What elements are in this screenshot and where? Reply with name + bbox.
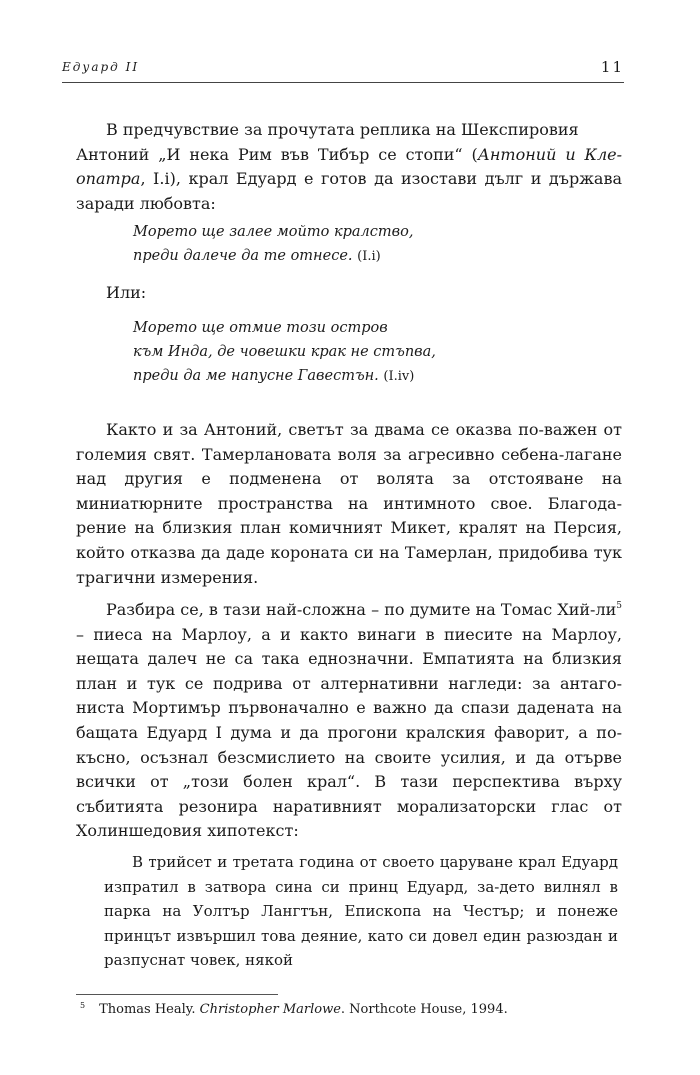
paragraph-1-text-c: заради любовта: (76, 193, 216, 213)
paragraph-3-body (76, 598, 622, 844)
paragraph-1-line-1: В предчувствие за прочутата реплика на Шекспировия (106, 120, 579, 139)
verse-2-line-2: към Инда, де човешки крак не стъпва, (133, 344, 436, 360)
page-header (62, 58, 624, 84)
footnote-number: 5 (80, 1001, 86, 1010)
paragraph-3-text-b: – пиеса на Марлоу, а и както винаги в пиесите на Марлоу, нещата далеч не са така еднозначни. Емпатията на близкия план и тук се подрива от алтернативни нагледи: за антаго-ниста Мортимър първоначално е важно да спази дадената на бащата Едуард I дума и да прогони кралския фаворит, а по-късно, осъзнал безсмислието на своите усилия, и да отърве всички от „този болен крал“. В тази перспектива върху събитията резонира наративният морализаторски глас от Холиншедовия хипотекст: (76, 624, 622, 841)
block-quote-text: В трийсет и третата година от своето царуване крал Едуард изпратил в затвора сина си принц Едуард, за-дето вилнял в парка на Уолтър Лангтън, Епископа на Честър; и понеже принцът извършил това деяние, като си довел един разюздан и разпуснат човек, някой (104, 853, 618, 970)
verse-1-line-2: преди далече да те отнесе. (133, 248, 353, 264)
connector-text: Или: (106, 283, 147, 302)
paragraph-2 (76, 418, 622, 590)
verse-1-line-1: Морето ще залее мойто кралство, (133, 224, 414, 240)
verse-1-ref: (I.i) (357, 249, 381, 264)
footnote-ref[interactable]: 5 (616, 601, 622, 611)
footnote-rule (76, 994, 278, 995)
footnote (80, 1002, 508, 1017)
paragraph-1 (76, 118, 622, 216)
verse-1 (133, 220, 413, 269)
running-head: Едуард II (62, 60, 140, 74)
verse-2 (133, 316, 436, 389)
block-quote (104, 850, 618, 973)
paragraph-1-text-b: , I.i), крал Едуард е готов да изостави дълг и държава (140, 169, 622, 189)
header-rule (62, 82, 624, 83)
verse-2-ref: (I.iv) (383, 369, 415, 384)
page-number: 11 (600, 58, 624, 76)
paragraph-3-text-a: Разбира се, в тази най-сложна – по думите на Томас Хий-ли (106, 600, 617, 619)
verse-2-line-3: преди да ме напусне Гавестън. (133, 368, 379, 384)
paragraph-1-title-b: опатра (76, 169, 141, 189)
paragraph-1-text-a: Антоний „И нека Рим във Тибър се стопи“ ( (76, 144, 478, 164)
verse-2-line-1: Морето ще отмие този остров (133, 320, 388, 336)
footnote-title: Christopher Marlowe (199, 1002, 341, 1017)
paragraph-2-text: Както и за Антоний, светът за двама се оказва по-важен от големия свят. Тамерлановата воля за агресивно себена-лагане над другия е подменена от волята за отстояване на миниатюрните пространства на интимното свое. Благода-рение на близкия план комичният Микет, кралят на Персия, който отказва да даде короната си на Тамерлан, придобива тук трагични измерения. (76, 420, 622, 587)
footnote-author: Thomas Healy. (99, 1002, 200, 1017)
paragraph-1-title-a: Антоний и Кле- (477, 144, 622, 164)
footnote-rest: . Northcote House, 1994. (340, 1002, 508, 1017)
paragraph-3 (76, 598, 622, 844)
